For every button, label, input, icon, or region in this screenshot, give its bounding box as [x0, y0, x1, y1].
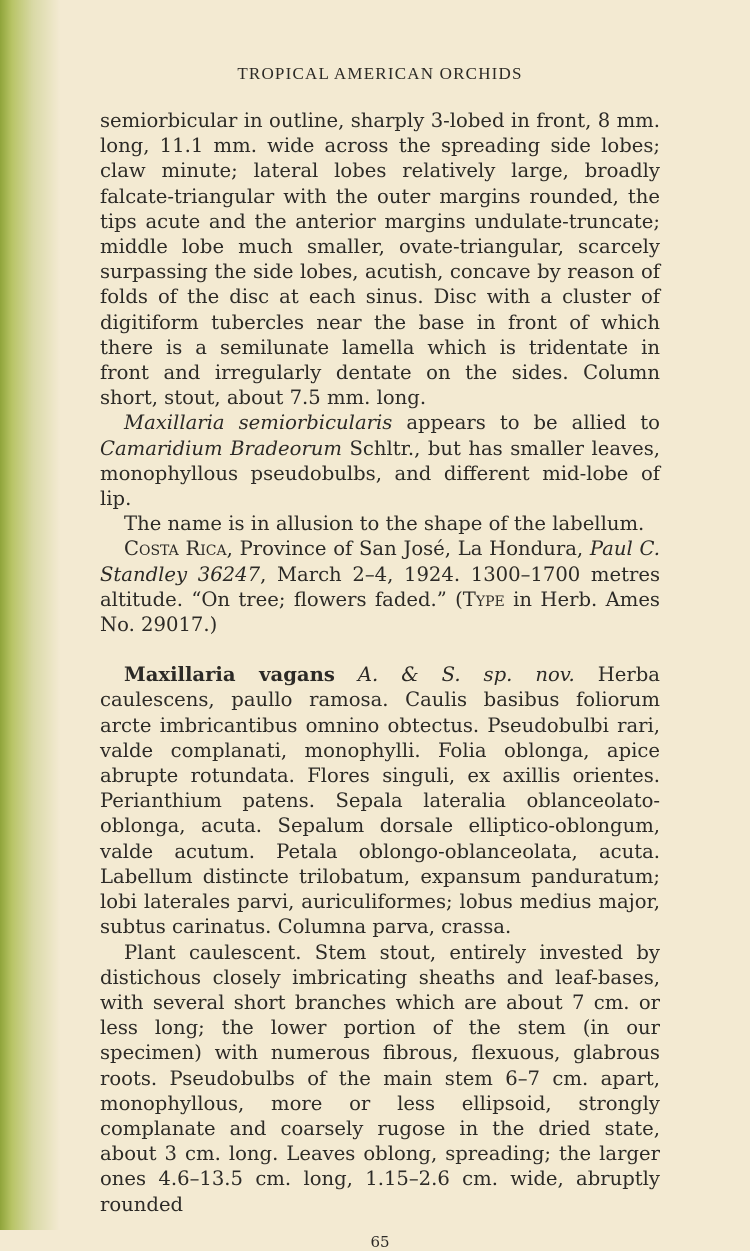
species-authority: A. & S. sp. nov. — [334, 663, 575, 687]
genus-reference: Camaridium Bradeorum — [100, 436, 343, 460]
page-number: 65 — [370, 1232, 390, 1251]
country-name: Costa Rica — [124, 537, 227, 561]
paragraph-latin-diagnosis — [100, 662, 660, 939]
section-gap — [100, 637, 660, 662]
species-name: Maxillaria semiorbicularis — [124, 411, 393, 435]
paragraph-text: Schltr., but has smaller leaves, monophyllous pseudobulbs, and different mid-lobe of lip. — [100, 436, 660, 511]
body-text — [100, 108, 660, 1217]
new-species-name: Maxillaria vagans — [124, 663, 335, 687]
running-head: TROPICAL AMERICAN ORCHIDS — [237, 64, 523, 83]
paragraph-text: in Herb. Ames No. 29017.) — [100, 587, 660, 637]
paragraph-etymology: The name is in allusion to the shape of the labellum. — [124, 512, 645, 536]
type-label: Type — [462, 587, 505, 611]
paragraph-plant-description: Plant caulescent. Stem stout, entirely invested by distichous closely imbricating sheaths and leaf-bases, with several short branches which are about 7 cm. or less long; the lower portion of the stem (in our specimen) with numerous fibrous, flexuous, glabrous roots. Pseudobulbs of the main stem 6–7 cm. apart, monophyllous, more or less ellipsoid, strongly complanate and coarsely rugose in the dried state, about 3 cm. long. Leaves oblong, spreading; the larger ones 4.6–13.5 cm. long, 1.15–2.6 cm. wide, abruptly rounded — [100, 940, 660, 1216]
paragraph-text: , March 2–4, 1924. 1300–1700 metres altitude. “On tree; flowers faded.” ( — [100, 562, 660, 611]
paragraph-text: appears to be allied to — [392, 411, 660, 435]
book-page — [100, 64, 660, 1251]
paragraph-text: , Province of San José, La Hondura, — [226, 537, 590, 561]
paragraph-specimen-citation — [100, 536, 660, 637]
paragraph-text: Herba caulescens, paullo ramosa. Caulis basibus foliorum arcte imbricantibus omnino obtectus. Pseudobulbi rari, valde complanati, monophylli. Folia oblonga, apice abrupte rotundata. Flores singuli, ex axillis orientes. Perianthium patens. Sepala lateralia oblanceolato-oblonga, acuta. Sepalum dorsale elliptico-oblongum, valde acutum. Petala oblongo-oblanceolata, acuta. Labellum distincte trilobatum, expansum panduratum; lobi laterales parvi, auriculiformes; lobus medius major, subtus carinatus. Columna parva, crassa. — [100, 663, 660, 939]
collector-name: Paul C. Standley 36247 — [100, 537, 661, 586]
book-binding-edge — [0, 0, 60, 1230]
paragraph-affinity — [100, 410, 660, 511]
paragraph-description-continued: semiorbicular in outline, sharply 3-lobed in front, 8 mm. long, 11.1 mm. wide across the spreading side lobes; claw minute; lateral lobes relatively large, broadly falcate-triangular with the outer margins rounded, the tips acute and the anterior margins undulate-truncate; middle lobe much smaller, ovate-triangular, scarcely surpassing the side lobes, acutish, concave by reason of folds of the disc at each sinus. Disc with a cluster of digitiform tubercles near the base in front of which there is a semilunate lamella which is tridentate in front and irregularly dentate on the sides. Column short, stout, about 7.5 mm. long. — [100, 109, 660, 410]
